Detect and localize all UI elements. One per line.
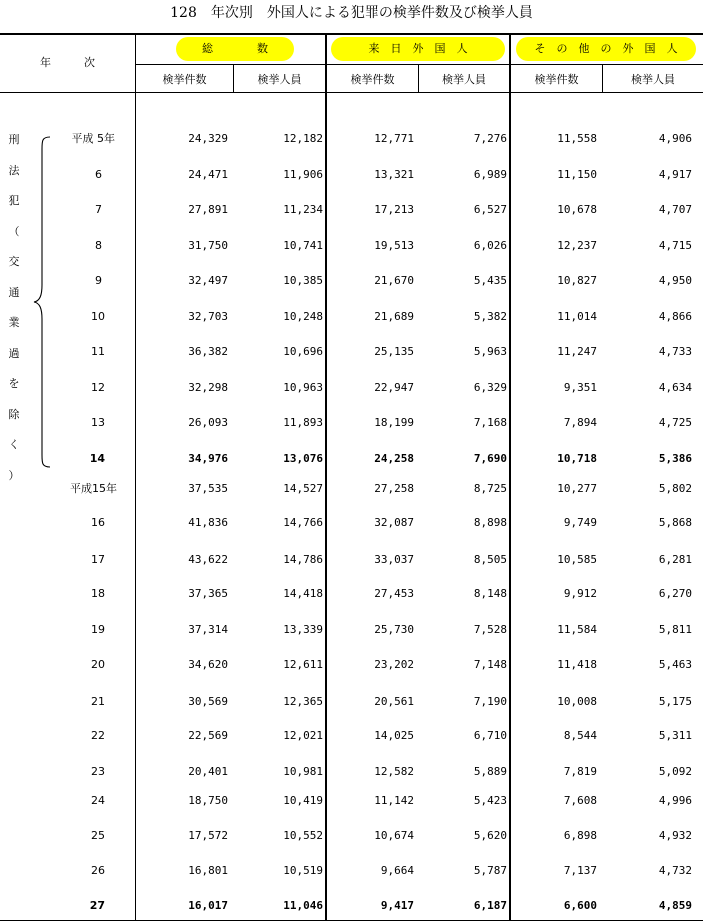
year-cell: 13 <box>91 416 105 429</box>
visiting-persons-cell: 8,725 <box>473 482 507 495</box>
visiting-persons-cell: 5,963 <box>473 345 507 358</box>
total-cases-cell: 43,622 <box>188 553 228 566</box>
visiting-cases-cell: 27,258 <box>374 482 414 495</box>
group-subrule-3 <box>511 64 703 65</box>
other-cases-cell: 7,137 <box>563 864 597 877</box>
other-cases-cell: 11,150 <box>557 167 597 181</box>
side-label-char: 過 <box>8 346 20 360</box>
other-cases-cell: 6,600 <box>563 899 597 912</box>
table-row <box>0 858 703 884</box>
table-row <box>0 893 703 919</box>
visiting-cases-cell: 14,025 <box>374 729 414 742</box>
table-row <box>0 126 703 152</box>
other-cases-cell: 7,894 <box>563 416 597 429</box>
top-rule <box>0 33 703 35</box>
total-cases-cell: 30,569 <box>188 695 228 708</box>
sub-header-persons: 検挙人員 <box>631 73 675 86</box>
visiting-persons-cell: 6,989 <box>473 167 507 181</box>
visiting-persons-cell: 6,187 <box>473 899 507 912</box>
total-persons-cell: 14,786 <box>283 553 323 566</box>
total-cases-cell: 34,620 <box>188 658 228 671</box>
visiting-persons-cell: 7,190 <box>473 695 507 708</box>
total-persons-cell: 11,893 <box>283 416 323 429</box>
other-persons-cell: 5,311 <box>658 729 692 742</box>
year-cell: 17 <box>91 553 105 566</box>
visiting-cases-cell: 12,771 <box>374 132 414 145</box>
year-cell: 26 <box>91 864 105 877</box>
total-cases-cell: 20,401 <box>188 765 228 778</box>
total-persons-cell: 14,527 <box>283 482 323 495</box>
total-persons-cell: 10,385 <box>283 274 323 287</box>
year-cell: 23 <box>91 765 105 778</box>
total-cases-cell: 36,382 <box>188 345 228 358</box>
other-cases-cell: 7,608 <box>563 794 597 807</box>
table-row <box>0 723 703 749</box>
side-label-char: 交 <box>8 255 20 268</box>
table-row <box>0 446 703 472</box>
other-cases-cell: 11,014 <box>557 309 597 323</box>
visiting-persons-cell: 5,620 <box>473 829 507 842</box>
total-persons-cell: 10,696 <box>283 345 323 358</box>
total-persons-cell: 10,963 <box>283 380 323 394</box>
total-persons-cell: 14,418 <box>283 587 323 600</box>
total-cases-cell: 34,976 <box>188 451 228 465</box>
other-persons-cell: 4,859 <box>658 899 692 912</box>
table-row <box>0 788 703 814</box>
other-cases-cell: 9,351 <box>563 380 597 394</box>
visiting-persons-cell: 5,787 <box>473 864 507 877</box>
visiting-persons-cell: 7,528 <box>473 623 507 636</box>
visiting-cases-cell: 11,142 <box>374 794 414 807</box>
visiting-cases-cell: 25,135 <box>374 345 414 358</box>
visiting-cases-cell: 24,258 <box>374 451 414 465</box>
visiting-persons-cell: 7,168 <box>473 416 507 429</box>
total-cases-cell: 16,017 <box>188 899 228 912</box>
year-cell: 12 <box>91 380 105 394</box>
other-cases-cell: 8,544 <box>563 729 597 742</box>
year-header: 年 次 <box>40 56 95 69</box>
other-cases-cell: 10,585 <box>557 553 597 566</box>
visiting-cases-cell: 23,202 <box>374 658 414 671</box>
year-cell: 19 <box>91 623 105 636</box>
visiting-cases-cell: 18,199 <box>374 416 414 429</box>
other-persons-cell: 5,175 <box>658 695 692 708</box>
other-cases-cell: 10,718 <box>557 451 597 465</box>
other-persons-cell: 5,463 <box>658 658 692 671</box>
side-label-char: 犯 <box>8 194 20 207</box>
total-cases-cell: 41,836 <box>188 516 228 529</box>
total-persons-cell: 10,248 <box>283 309 323 323</box>
table-row <box>0 823 703 849</box>
visiting-persons-cell: 5,382 <box>473 309 507 323</box>
total-persons-cell: 11,046 <box>283 899 323 912</box>
total-cases-cell: 27,891 <box>188 203 228 216</box>
visiting-persons-cell: 7,148 <box>473 658 507 671</box>
other-cases-cell: 11,558 <box>557 132 597 145</box>
visiting-cases-cell: 19,513 <box>374 238 414 252</box>
table-row <box>0 268 703 294</box>
other-cases-cell: 12,237 <box>557 238 597 252</box>
visiting-persons-cell: 8,505 <box>473 553 507 566</box>
sub-header-persons: 検挙人員 <box>257 73 302 86</box>
year-cell: 25 <box>91 829 105 842</box>
other-persons-cell: 4,950 <box>658 274 692 287</box>
year-cell: 8 <box>95 238 102 252</box>
total-cases-cell: 16,801 <box>188 864 228 877</box>
table-row <box>0 547 703 573</box>
total-cases-cell: 32,497 <box>188 274 228 287</box>
year-cell: 18 <box>91 587 105 600</box>
visiting-persons-cell: 7,690 <box>473 451 507 465</box>
visiting-cases-cell: 9,664 <box>380 864 414 877</box>
total-cases-cell: 32,298 <box>188 380 228 394</box>
other-cases-cell: 11,584 <box>557 623 597 636</box>
other-persons-cell: 5,802 <box>658 482 692 495</box>
total-persons-cell: 13,339 <box>283 623 323 636</box>
year-cell: 22 <box>91 729 105 742</box>
other-persons-cell: 4,733 <box>658 345 692 358</box>
total-persons-cell: 12,182 <box>283 132 323 145</box>
visiting-persons-cell: 5,423 <box>473 794 507 807</box>
sub-header-cases: 検挙件数 <box>350 73 395 86</box>
table-row <box>0 162 703 188</box>
year-cell: 16 <box>91 516 105 529</box>
table-title: 128 年次別 外国人による犯罪の検挙件数及び検挙人員 <box>170 5 533 21</box>
table-row <box>0 510 703 536</box>
other-persons-cell: 4,906 <box>658 132 692 145</box>
table-row <box>0 759 703 785</box>
other-persons-cell: 5,811 <box>658 623 692 636</box>
visiting-cases-cell: 25,730 <box>374 623 414 636</box>
visiting-cases-cell: 13,321 <box>374 167 414 181</box>
year-cell: 9 <box>95 274 102 287</box>
sub-header-cases: 検挙件数 <box>162 73 207 86</box>
other-cases-cell: 10,277 <box>557 482 597 495</box>
total-cases-cell: 22,569 <box>188 729 228 742</box>
visiting-cases-cell: 12,582 <box>374 765 414 778</box>
other-persons-cell: 4,917 <box>658 167 692 181</box>
other-persons-cell: 4,732 <box>658 864 692 877</box>
visiting-persons-cell: 8,898 <box>473 516 507 529</box>
other-persons-cell: 5,868 <box>658 516 692 529</box>
other-persons-cell: 4,715 <box>658 238 692 252</box>
table-row <box>0 339 703 365</box>
visiting-persons-cell: 6,329 <box>473 380 507 394</box>
visiting-persons-cell: 6,710 <box>473 729 507 742</box>
other-cases-cell: 10,008 <box>557 695 597 708</box>
other-persons-cell: 4,725 <box>658 416 692 429</box>
side-label-char: 通 <box>8 285 20 299</box>
table-row <box>0 617 703 643</box>
group-header-total: 総 数 <box>176 37 294 61</box>
total-cases-cell: 37,365 <box>188 587 228 600</box>
total-persons-cell: 10,519 <box>283 864 323 877</box>
table-row <box>0 410 703 436</box>
visiting-cases-cell: 22,947 <box>374 380 414 394</box>
year-cell: 6 <box>95 167 102 181</box>
total-persons-cell: 12,611 <box>283 658 323 671</box>
visiting-cases-cell: 32,087 <box>374 516 414 529</box>
total-persons-cell: 10,419 <box>283 794 323 807</box>
total-cases-cell: 24,329 <box>188 132 228 145</box>
total-cases-cell: 24,471 <box>188 167 228 181</box>
sub-header-cases: 検挙件数 <box>534 73 579 86</box>
table-row <box>0 375 703 401</box>
visiting-persons-cell: 8,148 <box>473 587 507 600</box>
total-persons-cell: 12,021 <box>283 729 323 742</box>
total-persons-cell: 10,552 <box>283 829 323 842</box>
total-cases-cell: 17,572 <box>188 829 228 842</box>
other-persons-cell: 5,092 <box>658 765 692 778</box>
table-row <box>0 233 703 259</box>
table-row <box>0 689 703 715</box>
other-cases-cell: 9,749 <box>563 516 597 529</box>
table-row <box>0 197 703 223</box>
other-cases-cell: 11,418 <box>557 658 597 671</box>
other-persons-cell: 4,996 <box>658 794 692 807</box>
total-cases-cell: 31,750 <box>188 238 228 252</box>
visiting-cases-cell: 17,213 <box>374 203 414 216</box>
group-header-other: そ の 他 の 外 国 人 <box>516 37 696 61</box>
side-label-char: を <box>8 377 20 390</box>
year-cell: 7 <box>95 203 102 216</box>
other-persons-cell: 4,932 <box>658 829 692 842</box>
visiting-persons-cell: 7,276 <box>473 132 507 145</box>
visiting-cases-cell: 21,670 <box>374 274 414 287</box>
visiting-cases-cell: 9,417 <box>380 899 414 912</box>
visiting-cases-cell: 27,453 <box>374 587 414 600</box>
total-persons-cell: 12,365 <box>283 695 323 708</box>
side-label-char: く <box>8 438 20 451</box>
total-cases-cell: 37,535 <box>188 482 228 495</box>
visiting-persons-cell: 6,527 <box>473 203 507 216</box>
other-cases-cell: 7,819 <box>563 765 597 778</box>
year-cell: 24 <box>91 794 105 807</box>
visiting-persons-cell: 5,889 <box>473 765 507 778</box>
side-label-char: 刑 <box>8 133 20 146</box>
year-cell: 10 <box>91 309 105 323</box>
other-persons-cell: 4,707 <box>658 203 692 216</box>
other-persons-cell: 4,634 <box>658 380 692 394</box>
total-persons-cell: 11,234 <box>283 203 323 216</box>
year-cell: 14 <box>89 451 105 465</box>
visiting-persons-cell: 5,435 <box>473 274 507 287</box>
other-persons-cell: 4,866 <box>658 309 692 323</box>
side-label-char: 法 <box>8 163 20 177</box>
total-persons-cell: 14,766 <box>283 516 323 529</box>
visiting-cases-cell: 10,674 <box>374 829 414 842</box>
side-label-char: 除 <box>8 407 20 421</box>
total-cases-cell: 18,750 <box>188 794 228 807</box>
group-subrule-1 <box>135 64 325 65</box>
year-cell: 11 <box>91 345 105 358</box>
total-cases-cell: 32,703 <box>188 309 228 323</box>
bottom-rule <box>0 920 703 921</box>
total-persons-cell: 11,906 <box>283 167 323 181</box>
other-persons-cell: 6,281 <box>658 553 692 566</box>
table-row <box>0 581 703 607</box>
other-cases-cell: 10,678 <box>557 203 597 216</box>
total-persons-cell: 10,981 <box>283 765 323 778</box>
visiting-cases-cell: 21,689 <box>374 309 414 323</box>
total-persons-cell: 10,741 <box>283 238 323 252</box>
total-persons-cell: 13,076 <box>283 451 323 465</box>
group-header-visiting: 来 日 外 国 人 <box>331 37 505 61</box>
other-persons-cell: 6,270 <box>658 587 692 600</box>
year-cell: 20 <box>91 658 105 671</box>
other-cases-cell: 9,912 <box>563 587 597 600</box>
table-row <box>0 304 703 330</box>
sub-header-persons: 検挙人員 <box>442 73 486 86</box>
year-cell: 27 <box>89 899 105 912</box>
other-cases-cell: 11,247 <box>557 345 597 358</box>
table-row <box>0 476 703 502</box>
year-cell: 平成 5年 <box>71 132 115 145</box>
table-row <box>0 652 703 678</box>
visiting-cases-cell: 33,037 <box>374 553 414 566</box>
total-cases-cell: 26,093 <box>188 416 228 429</box>
visiting-persons-cell: 6,026 <box>473 238 507 252</box>
header-rule <box>0 92 703 93</box>
side-label-char: 業 <box>8 316 20 329</box>
other-persons-cell: 5,386 <box>658 451 692 465</box>
other-cases-cell: 10,827 <box>557 274 597 287</box>
total-cases-cell: 37,314 <box>188 623 228 636</box>
other-cases-cell: 6,898 <box>563 829 597 842</box>
side-label-char: （ <box>8 224 20 238</box>
year-cell: 平成15年 <box>70 482 117 495</box>
year-cell: 21 <box>91 695 105 708</box>
side-label-char: ） <box>8 468 20 482</box>
visiting-cases-cell: 20,561 <box>374 695 414 708</box>
